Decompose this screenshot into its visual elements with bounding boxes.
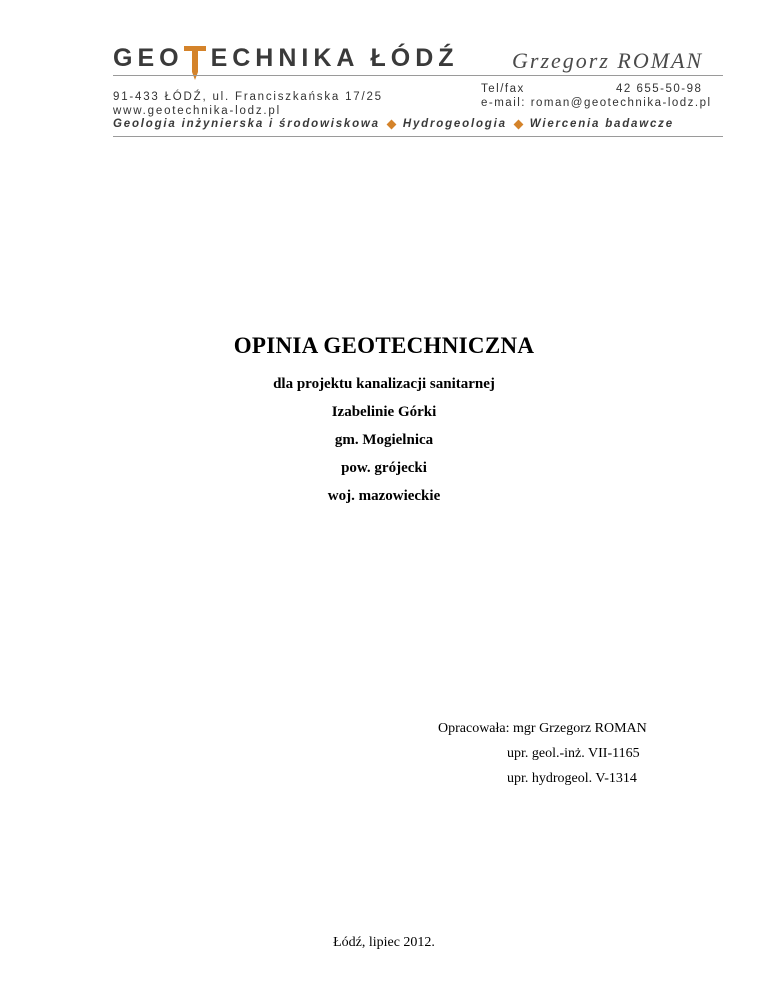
document-title: OPINIA GEOTECHNICZNA [233, 333, 535, 358]
subtitle-line: pow. grójecki [341, 460, 427, 476]
header-divider-bottom [113, 136, 723, 137]
place-date: Łódź, lipiec 2012. [333, 935, 435, 950]
company-address [113, 90, 383, 118]
tel-value: 42 655-50-98 [616, 83, 703, 95]
logo-text-left: GEO [113, 44, 184, 72]
author-qualification: upr. geol.-inż. VII-1165 [507, 746, 640, 761]
company-website: www.geotechnika-lodz.pl [113, 105, 281, 117]
logo-text-right: ECHNIKA ŁÓDŹ [210, 44, 459, 72]
subtitle-line: woj. mazowieckie [327, 488, 441, 504]
diamond-bullet-icon [386, 119, 396, 129]
service-item: Geologia inżynierska i środowiskowa [113, 118, 380, 130]
tel-label: Tel/fax [481, 83, 525, 95]
author-qualification: upr. hydrogeol. V-1314 [507, 771, 637, 786]
header-divider-top [113, 75, 723, 76]
subtitle-line: gm. Mogielnica [334, 432, 434, 448]
diamond-bullet-icon [513, 119, 523, 129]
services-line [113, 118, 674, 130]
author-line: Opracowała: mgr Grzegorz ROMAN [438, 721, 647, 736]
subtitle-line: Izabelinie Górki [331, 404, 437, 420]
address-street: 91-433 ŁÓDŹ, ul. Franciszkańska 17/25 [113, 91, 383, 103]
subtitle-line: dla projektu kanalizacji sanitarnej [273, 376, 495, 392]
email-line: e-mail: roman@geotechnika-lodz.pl [481, 97, 712, 109]
owner-name: Grzegorz ROMAN [512, 48, 704, 73]
company-contact [481, 82, 712, 110]
company-logo [113, 43, 459, 75]
service-item: Hydrogeologia [402, 118, 507, 130]
service-item: Wiercenia badawcze [529, 118, 674, 130]
